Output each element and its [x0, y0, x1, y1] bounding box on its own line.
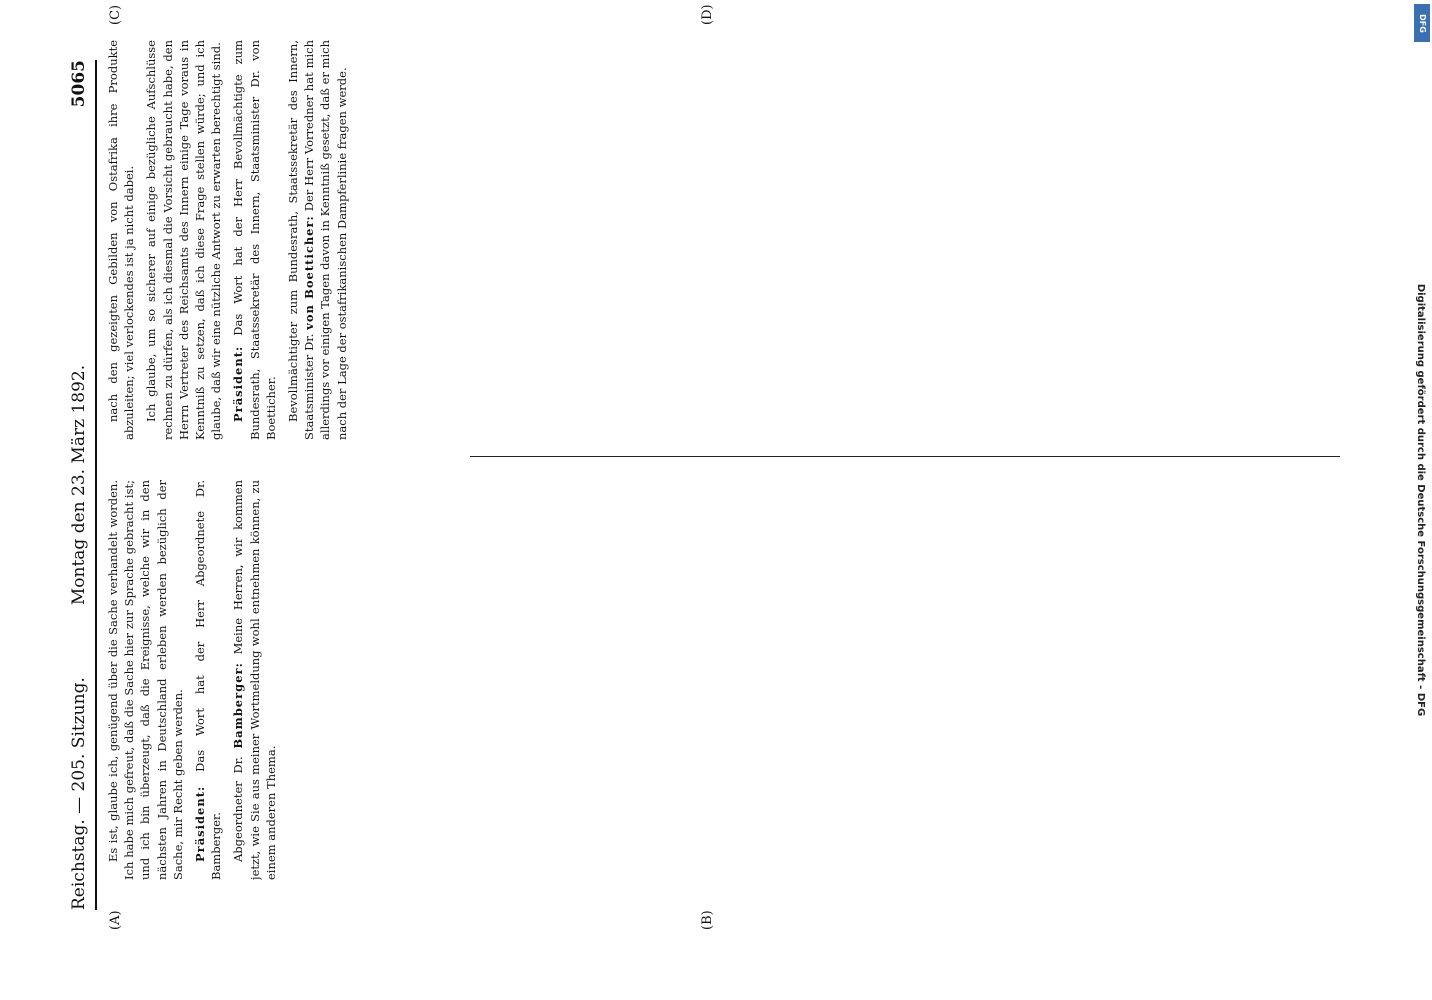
paragraph [105, 480, 186, 880]
column-rule [470, 456, 1340, 457]
page-header [55, 60, 97, 910]
header-date: Montag den 23. März 1892. [69, 364, 89, 606]
margin-mark-c: (C) [108, 4, 123, 25]
paragraph-text: Ich glaube, um so sicherer auf einige bezügliche Aufschlüsse rechnen zu dürfen, als ich diesmal die Vorsicht gebraucht habe, den Herrn Vertreter des Reichsamts des Innern einige Tage voraus in Kenntniß zu setzen, daß ich diese Frage stellen würde; und ich glaube, daß wir eine nützliche Antwort zu erwarten berechtigt sind. [144, 40, 224, 440]
dfg-logo [1414, 4, 1430, 42]
margin-mark-b: (B) [700, 910, 715, 930]
paragraph [230, 40, 279, 440]
paragraph [105, 40, 137, 440]
digitization-note [1412, 0, 1428, 1000]
speaker-title: Abgeordneter Dr. [231, 756, 246, 862]
paragraph-text: Es ist, glaube ich, genügend über die Sache verhandelt worden. Ich habe mich gefreut, daß die Sache hier zur Sprache gebracht ist; und ich bin überzeugt, daß die Ereignisse, welche wir in den nächsten Jahren in Deutschland erleben werden bezüglich der Sache, mir Recht geben werden. [106, 480, 185, 880]
header-session: Reichstag. — 205. Sitzung. [69, 677, 89, 910]
left-column [105, 480, 1345, 880]
paragraph-text: nach den gezeigten Gebilden von Ostafrika ihre Produkte abzuleiten; viel verlockendes ist ja nicht dabei. [106, 40, 137, 440]
speaker-name: Präsident: [193, 785, 208, 862]
margin-mark-a: (A) [108, 910, 123, 930]
speaker-name: von Boetticher: [302, 215, 317, 330]
dfg-logo-text: DFG [1417, 13, 1427, 33]
paragraph [285, 40, 350, 440]
paragraph [230, 480, 279, 880]
paragraph [192, 480, 224, 880]
paragraph-text: Meine Herren, wir kommen jetzt, wie Sie aus meiner Wortmeldung wohl entnehmen können, zu einem anderen Thema. [231, 480, 278, 880]
margin-mark-d: (D) [700, 4, 715, 25]
digitization-note-text: Digitalisierung gefördert durch die Deutsche Forschungsgemeinschaft - DFG [1415, 283, 1426, 717]
speaker-name: Präsident: [231, 345, 246, 422]
speaker-name: Bamberger: [231, 662, 246, 749]
paragraph [143, 40, 224, 440]
paragraph-text: Das Wort hat der Herr Bevollmächtigte zum Bundesrath, Staatssekretär des Innern, Staatsminister Dr. von Boetticher. [231, 40, 278, 440]
right-column [105, 40, 1345, 440]
paragraph-text: Der Herr Vorredner hat mich allerdings vor einigen Tagen davon in Kenntniß gesetzt, daß er mich nach der Lage der ostafrikanischen Dampferlinie fragen werde. [302, 40, 349, 440]
page-number: 5065 [69, 60, 89, 108]
paragraph-text: Das Wort hat der Herr Abgeordnete Dr. Bamberger. [193, 480, 224, 880]
speaker-title: Bevollmächtigter zum Bundesrath, Staatssekretär des Innern, Staatsminister Dr. [286, 40, 317, 440]
